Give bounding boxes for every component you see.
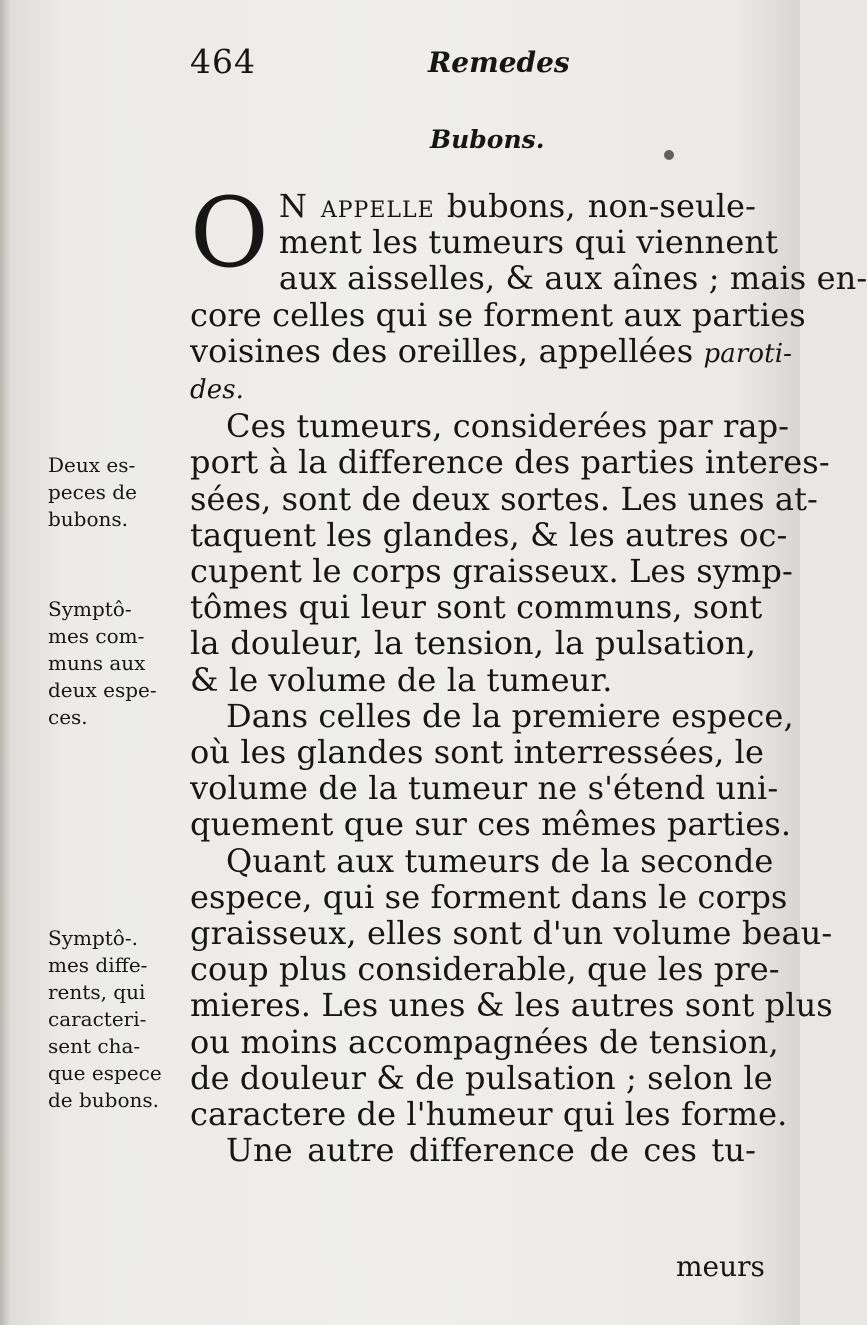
text-line: N appelle bubons, non-seule- <box>278 187 756 225</box>
text-line: caractere de l'humeur qui les forme. <box>190 1095 788 1134</box>
paragraph-5 <box>190 1132 756 1168</box>
section-heading: Bubons. <box>430 125 545 154</box>
marginal-line: deux espe- <box>48 678 157 702</box>
page-header <box>0 42 800 92</box>
text-line: espece, qui se forment dans le corps <box>190 877 788 916</box>
paragraph-3 <box>190 696 794 844</box>
marginal-line: mes diffe- <box>48 953 148 977</box>
text-line: Quant aux tumeurs de la seconde <box>226 841 774 880</box>
italic-word: paroti- <box>703 338 793 369</box>
text-line: cupent le corps graisseux. Les symp- <box>190 552 793 591</box>
text-line: de douleur & de pulsation ; selon le <box>190 1058 773 1097</box>
text-line: aux aisselles, & aux aînes ; mais en- <box>278 259 867 298</box>
paragraph-2 <box>190 407 830 699</box>
text-line: volume de la tumeur ne s'étend uni- <box>190 769 779 808</box>
paragraph-4 <box>190 841 833 1134</box>
marginal-line: Symptô-. <box>48 926 138 950</box>
text-line: quement que sur ces mêmes parties. <box>190 805 792 844</box>
marginal-line: rents, qui <box>48 980 146 1004</box>
marginal-line: ces. <box>48 705 88 729</box>
marginal-line: caracteri- <box>48 1007 147 1031</box>
marginal-note <box>48 596 157 731</box>
marginal-line: de bubons. <box>48 1088 160 1112</box>
text-line: voisines des oreilles, appellées paroti- <box>190 331 793 370</box>
text-line: sées, sont de deux sortes. Les unes at- <box>190 479 818 518</box>
text-line: Ces tumeurs, considerées par rap- <box>226 407 790 446</box>
text-line: core celles qui se forment aux parties <box>190 295 806 334</box>
text-line: où les glandes sont interressées, le <box>190 733 764 772</box>
text-line: Une autre difference de ces tu- <box>226 1131 756 1170</box>
marginal-line: Deux es- <box>48 453 136 477</box>
paragraph-1 <box>190 177 867 408</box>
marginal-line: sent cha- <box>48 1034 141 1058</box>
marginal-line: mes com- <box>48 624 145 648</box>
text-line: mieres. Les unes & les autres sont plus <box>190 986 833 1025</box>
text-line: la douleur, la tension, la pulsation, <box>190 624 756 663</box>
text-line: graisseux, elles sont d'un volume beau- <box>190 914 833 953</box>
text-line: taquent les glandes, & les autres oc- <box>190 515 788 554</box>
ink-spot <box>664 150 674 160</box>
marginal-note <box>48 452 137 533</box>
marginal-line: Symptô- <box>48 597 132 621</box>
drop-cap: O <box>190 177 269 289</box>
text-line: ou moins accompagnées de tension, <box>190 1022 779 1061</box>
page-gutter-shadow <box>0 0 10 1325</box>
running-title: Remedes <box>428 46 570 79</box>
marginal-line: peces de <box>48 480 137 504</box>
text-line: ment les tumeurs qui viennent <box>278 223 779 262</box>
marginal-line: bubons. <box>48 507 129 531</box>
marginal-line: que espece <box>48 1061 162 1085</box>
text-line: des. <box>190 375 245 406</box>
text-line: port à la difference des parties interes- <box>190 443 830 482</box>
marginal-line: muns aux <box>48 651 146 675</box>
text-line: coup plus considerable, que les pre- <box>190 950 780 989</box>
text-line: & le volume de la tumeur. <box>190 660 613 699</box>
main-text <box>190 177 867 1170</box>
marginal-note <box>48 925 162 1114</box>
small-caps-lead: N appelle <box>278 187 435 225</box>
page-number: 464 <box>190 42 256 81</box>
catchword: meurs <box>676 1250 765 1283</box>
text-line: tômes qui leur sont communs, sont <box>190 588 763 627</box>
text-line: Dans celles de la premiere espece, <box>226 696 794 735</box>
